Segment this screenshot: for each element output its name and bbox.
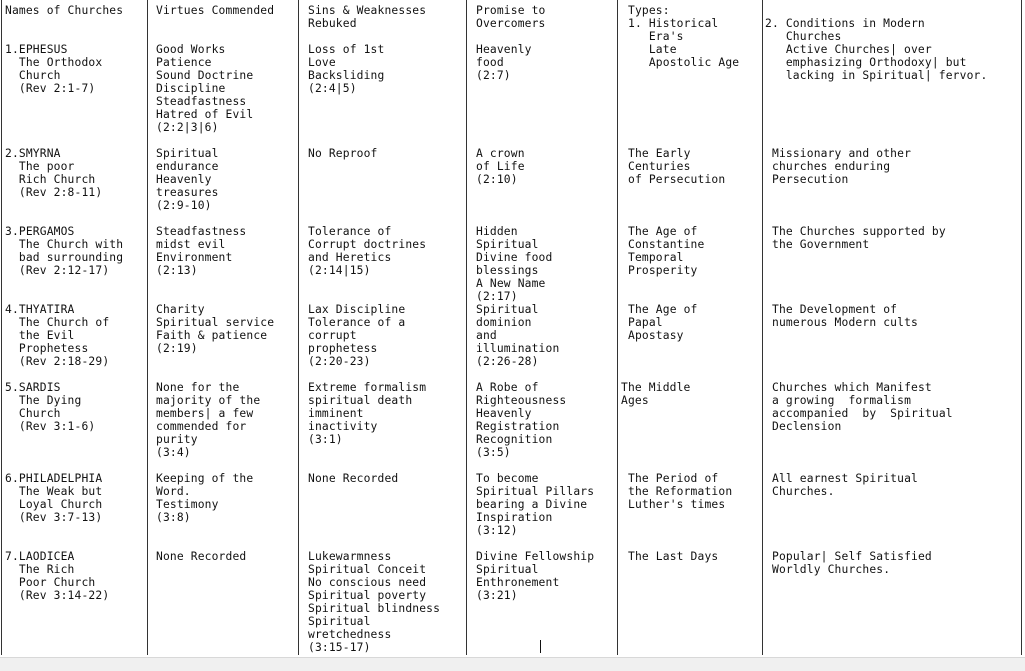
cell-line: The Development of xyxy=(772,303,898,316)
cell-line: (2:9-10) xyxy=(156,199,212,212)
row-5-virtues xyxy=(156,381,260,459)
cell-line: inactivity xyxy=(308,420,378,433)
cell-line: endurance xyxy=(156,160,219,173)
cell-line: The Church with xyxy=(5,238,124,251)
cell-line: The Period of xyxy=(628,472,719,485)
cell-line: Constantine xyxy=(628,238,705,251)
cell-line: Era's xyxy=(628,30,684,43)
cell-line: To become xyxy=(476,472,539,485)
row-2-name xyxy=(5,147,102,199)
cell-line: Extreme formalism xyxy=(308,381,427,394)
row-3-conditions xyxy=(772,225,946,251)
row-2-sins xyxy=(308,147,378,160)
row-5-sins xyxy=(308,381,426,446)
cell-line: Divine Fellowship xyxy=(476,550,595,563)
cell-line: 7.LAODICEA xyxy=(5,550,75,563)
cell-line: Apostolic Age xyxy=(628,56,740,69)
cell-line: The Age of xyxy=(628,225,698,238)
cell-line: Divine food xyxy=(476,251,553,264)
row-6-types xyxy=(628,472,732,511)
cell-line: the Reformation xyxy=(628,485,733,498)
cell-line: Keeping of the xyxy=(156,472,254,485)
cell-line: Heavenly xyxy=(476,407,532,420)
cell-line: prophetess xyxy=(308,342,378,355)
cell-line: emphasizing Orthodoxy| but xyxy=(765,56,967,69)
cell-line: The Last Days xyxy=(628,550,719,563)
cell-line: Prophetess xyxy=(5,342,89,355)
cell-line: Popular| Self Satisfied xyxy=(772,550,932,563)
cell-line: members| a few xyxy=(156,407,254,420)
row-1-name xyxy=(5,43,102,95)
cell-line: Steadfastness xyxy=(156,225,247,238)
cell-line: 1. Historical xyxy=(628,17,719,30)
cell-line: Loss of 1st xyxy=(308,43,385,56)
row-3-name xyxy=(5,225,123,277)
row-4-conditions xyxy=(772,303,918,329)
text-cursor[interactable] xyxy=(540,640,541,653)
cell-line: (Rev 3:1-6) xyxy=(5,420,96,433)
cell-line: Testimony xyxy=(156,498,219,511)
cell-line: Patience xyxy=(156,56,212,69)
cell-line: The Church of xyxy=(5,316,110,329)
row-7-types xyxy=(628,550,718,563)
header-types xyxy=(628,4,739,69)
cell-line: Temporal xyxy=(628,251,684,264)
cell-line: Spiritual poverty xyxy=(308,589,427,602)
column-divider xyxy=(617,0,618,655)
cell-line: Virtues Commended xyxy=(156,4,275,17)
cell-line: churches enduring xyxy=(772,160,891,173)
cell-line: 3.PERGAMOS xyxy=(5,225,75,238)
cell-line: Enthronement xyxy=(476,576,560,589)
cell-line: The Middle xyxy=(621,381,691,394)
cell-line: (2:19) xyxy=(156,342,198,355)
cell-line: blessings xyxy=(476,264,539,277)
cell-line: Heavenly xyxy=(476,43,532,56)
cell-line: midst evil xyxy=(156,238,226,251)
cell-line: The Age of xyxy=(628,303,698,316)
cell-line: Spiritual service xyxy=(156,316,275,329)
cell-line: Declension xyxy=(772,420,842,433)
cell-line: The Early xyxy=(628,147,691,160)
cell-line: (Rev 2:1-7) xyxy=(5,82,96,95)
cell-line: wretchedness xyxy=(308,628,392,641)
cell-line: the Evil xyxy=(5,329,75,342)
cell-line: Church xyxy=(5,407,61,420)
cell-line: Prosperity xyxy=(628,264,698,277)
cell-line: (3:1) xyxy=(308,433,343,446)
cell-line: (3:5) xyxy=(476,446,511,459)
cell-line: (Rev 2:8-11) xyxy=(5,186,103,199)
cell-line: Steadfastness xyxy=(156,95,247,108)
cell-line: A New Name xyxy=(476,277,546,290)
column-divider xyxy=(147,0,148,655)
cell-line: Apostasy xyxy=(628,329,684,342)
cell-line: Sound Doctrine xyxy=(156,69,254,82)
cell-line: dominion xyxy=(476,316,532,329)
header-virtues xyxy=(156,4,274,17)
cell-line: Registration xyxy=(476,420,560,433)
cell-line: corrupt xyxy=(308,329,357,342)
row-4-name xyxy=(5,303,109,368)
cell-line: bad surrounding xyxy=(5,251,124,264)
cell-line: Churches which Manifest xyxy=(772,381,932,394)
cell-line: Word. xyxy=(156,485,191,498)
cell-line: Spiritual Conceit xyxy=(308,563,427,576)
cell-line: (2:13) xyxy=(156,264,198,277)
row-4-virtues xyxy=(156,303,274,355)
row-3-sins xyxy=(308,225,426,277)
cell-line: 2.SMYRNA xyxy=(5,147,61,160)
row-7-virtues xyxy=(156,550,246,563)
status-strip xyxy=(0,657,1025,671)
row-3-types xyxy=(628,225,704,277)
cell-line: Missionary and other xyxy=(772,147,912,160)
header-conditions xyxy=(765,17,987,82)
cell-line: Faith & patience xyxy=(156,329,268,342)
cell-line: Persecution xyxy=(772,173,849,186)
cell-line: of Persecution xyxy=(628,173,726,186)
row-5-promise xyxy=(476,381,566,459)
cell-line: All earnest Spiritual xyxy=(772,472,918,485)
cell-line: (Rev 2:12-17) xyxy=(5,264,110,277)
cell-line: (2:2|3|6) xyxy=(156,121,219,134)
cell-line: Rebuked xyxy=(308,17,357,30)
cell-line: 5.SARDIS xyxy=(5,381,61,394)
cell-line: Backsliding xyxy=(308,69,385,82)
cell-line: Names of Churches xyxy=(5,4,124,17)
row-7-name xyxy=(5,550,109,602)
cell-line: No Reproof xyxy=(308,147,378,160)
row-6-conditions xyxy=(772,472,918,498)
column-divider xyxy=(1,0,2,655)
header-sins xyxy=(308,4,426,30)
column-divider xyxy=(762,0,763,655)
row-2-promise xyxy=(476,147,525,186)
cell-line: treasures xyxy=(156,186,219,199)
cell-line: and Heretics xyxy=(308,251,392,264)
cell-line: Righteousness xyxy=(476,394,567,407)
row-1-virtues xyxy=(156,43,253,134)
cell-line: and xyxy=(476,329,497,342)
cell-line: illumination xyxy=(476,342,560,355)
cell-line: bearing a Divine xyxy=(476,498,588,511)
column-divider xyxy=(298,0,299,655)
cell-line: The poor xyxy=(5,160,75,173)
cell-line: Promise to xyxy=(476,4,546,17)
cell-line: (3:15-17) xyxy=(308,641,371,654)
cell-line: majority of the xyxy=(156,394,261,407)
cell-line: Centuries xyxy=(628,160,691,173)
column-divider xyxy=(466,0,467,655)
cell-line: Inspiration xyxy=(476,511,553,524)
cell-line: Types: xyxy=(628,4,670,17)
cell-line: Loyal Church xyxy=(5,498,103,511)
cell-line: (Rev 3:14-22) xyxy=(5,589,110,602)
cell-line: Ages xyxy=(621,394,649,407)
cell-line: (2:14|15) xyxy=(308,264,371,277)
cell-line: No conscious need xyxy=(308,576,427,589)
cell-line: imminent xyxy=(308,407,364,420)
cell-line: The Orthodox xyxy=(5,56,103,69)
row-6-name xyxy=(5,472,102,524)
row-5-conditions xyxy=(772,381,953,433)
cell-line: (2:26-28) xyxy=(476,355,539,368)
cell-line: 1.EPHESUS xyxy=(5,43,68,56)
row-4-types xyxy=(628,303,698,342)
cell-line: food xyxy=(476,56,504,69)
row-7-conditions xyxy=(772,550,932,576)
cell-line: (3:8) xyxy=(156,511,191,524)
cell-line: Spiritual blindness xyxy=(308,602,441,615)
cell-line: Lax Discipline xyxy=(308,303,406,316)
cell-line: The Churches supported by xyxy=(772,225,946,238)
cell-line: Tolerance of xyxy=(308,225,392,238)
cell-line: Heavenly xyxy=(156,173,212,186)
header-promise xyxy=(476,4,546,30)
cell-line: commended for xyxy=(156,420,247,433)
cell-line: The Dying xyxy=(5,394,82,407)
cell-line: Late xyxy=(628,43,677,56)
cell-line: Recognition xyxy=(476,433,553,446)
cell-line: Hatred of Evil xyxy=(156,108,254,121)
cell-line: (Rev 3:7-13) xyxy=(5,511,103,524)
row-6-virtues xyxy=(156,472,253,524)
cell-line: Tolerance of a xyxy=(308,316,406,329)
row-7-promise xyxy=(476,550,594,602)
row-4-promise xyxy=(476,303,559,368)
cell-line: Charity xyxy=(156,303,205,316)
column-divider xyxy=(1021,0,1022,655)
cell-line: Poor Church xyxy=(5,576,96,589)
cell-line: None Recorded xyxy=(308,472,399,485)
cell-line: (3:4) xyxy=(156,446,191,459)
cell-line: Active Churches| over xyxy=(765,43,932,56)
cell-line: Lukewarmness xyxy=(308,550,392,563)
cell-line: Papal xyxy=(628,316,663,329)
cell-line: lacking in Spiritual| fervor. xyxy=(765,69,988,82)
cell-line: Environment xyxy=(156,251,233,264)
row-2-conditions xyxy=(772,147,911,186)
cell-line: Hidden xyxy=(476,225,518,238)
cell-line: 4.THYATIRA xyxy=(5,303,75,316)
cell-line: spiritual death xyxy=(308,394,413,407)
row-6-sins xyxy=(308,472,398,485)
cell-line: 6.PHILADELPHIA xyxy=(5,472,103,485)
cell-line: Spiritual Pillars xyxy=(476,485,595,498)
cell-line: Spiritual xyxy=(476,303,539,316)
row-2-types xyxy=(628,147,725,186)
cell-line: (Rev 2:18-29) xyxy=(5,355,110,368)
row-2-virtues xyxy=(156,147,219,212)
header-names xyxy=(5,4,123,17)
cell-line: Sins & Weaknesses xyxy=(308,4,427,17)
cell-line: (2:17) xyxy=(476,290,518,303)
cell-line: None for the xyxy=(156,381,240,394)
cell-line: of Life xyxy=(476,160,525,173)
cell-line: a growing formalism xyxy=(772,394,912,407)
row-7-sins xyxy=(308,550,440,654)
cell-line: Spiritual xyxy=(476,563,539,576)
row-3-promise xyxy=(476,225,552,303)
cell-line: numerous Modern cults xyxy=(772,316,918,329)
cell-line: Rich Church xyxy=(5,173,96,186)
cell-line: A Robe of xyxy=(476,381,539,394)
cell-line: Corrupt doctrines xyxy=(308,238,427,251)
cell-line: Worldly Churches. xyxy=(772,563,891,576)
cell-line: Churches. xyxy=(772,485,835,498)
cell-line: Churches xyxy=(765,30,842,43)
cell-line: Spiritual xyxy=(476,238,539,251)
row-3-virtues xyxy=(156,225,246,277)
cell-line: Love xyxy=(308,56,336,69)
cell-line: (2:20-23) xyxy=(308,355,371,368)
row-6-promise xyxy=(476,472,594,537)
cell-line: accompanied by Spiritual xyxy=(772,407,953,420)
cell-line: Overcomers xyxy=(476,17,546,30)
cell-line: (3:12) xyxy=(476,524,518,537)
cell-line: 2. Conditions in Modern xyxy=(765,17,925,30)
cell-line: Spiritual xyxy=(156,147,219,160)
cell-line: (2:10) xyxy=(476,173,518,186)
row-1-sins xyxy=(308,43,384,95)
cell-line: Luther's times xyxy=(628,498,726,511)
cell-line: (2:4|5) xyxy=(308,82,357,95)
row-5-name xyxy=(5,381,95,433)
cell-line: A crown xyxy=(476,147,525,160)
cell-line: purity xyxy=(156,433,198,446)
cell-line: the Government xyxy=(772,238,870,251)
row-5-types xyxy=(621,381,691,407)
cell-line: Good Works xyxy=(156,43,226,56)
cell-line: The Rich xyxy=(5,563,75,576)
cell-line: Church xyxy=(5,69,61,82)
cell-line: Spiritual xyxy=(308,615,371,628)
cell-line: (3:21) xyxy=(476,589,518,602)
cell-line: Discipline xyxy=(156,82,226,95)
cell-line: The Weak but xyxy=(5,485,103,498)
row-4-sins xyxy=(308,303,405,368)
row-1-promise xyxy=(476,43,532,82)
cell-line: (2:7) xyxy=(476,69,511,82)
cell-line: None Recorded xyxy=(156,550,247,563)
